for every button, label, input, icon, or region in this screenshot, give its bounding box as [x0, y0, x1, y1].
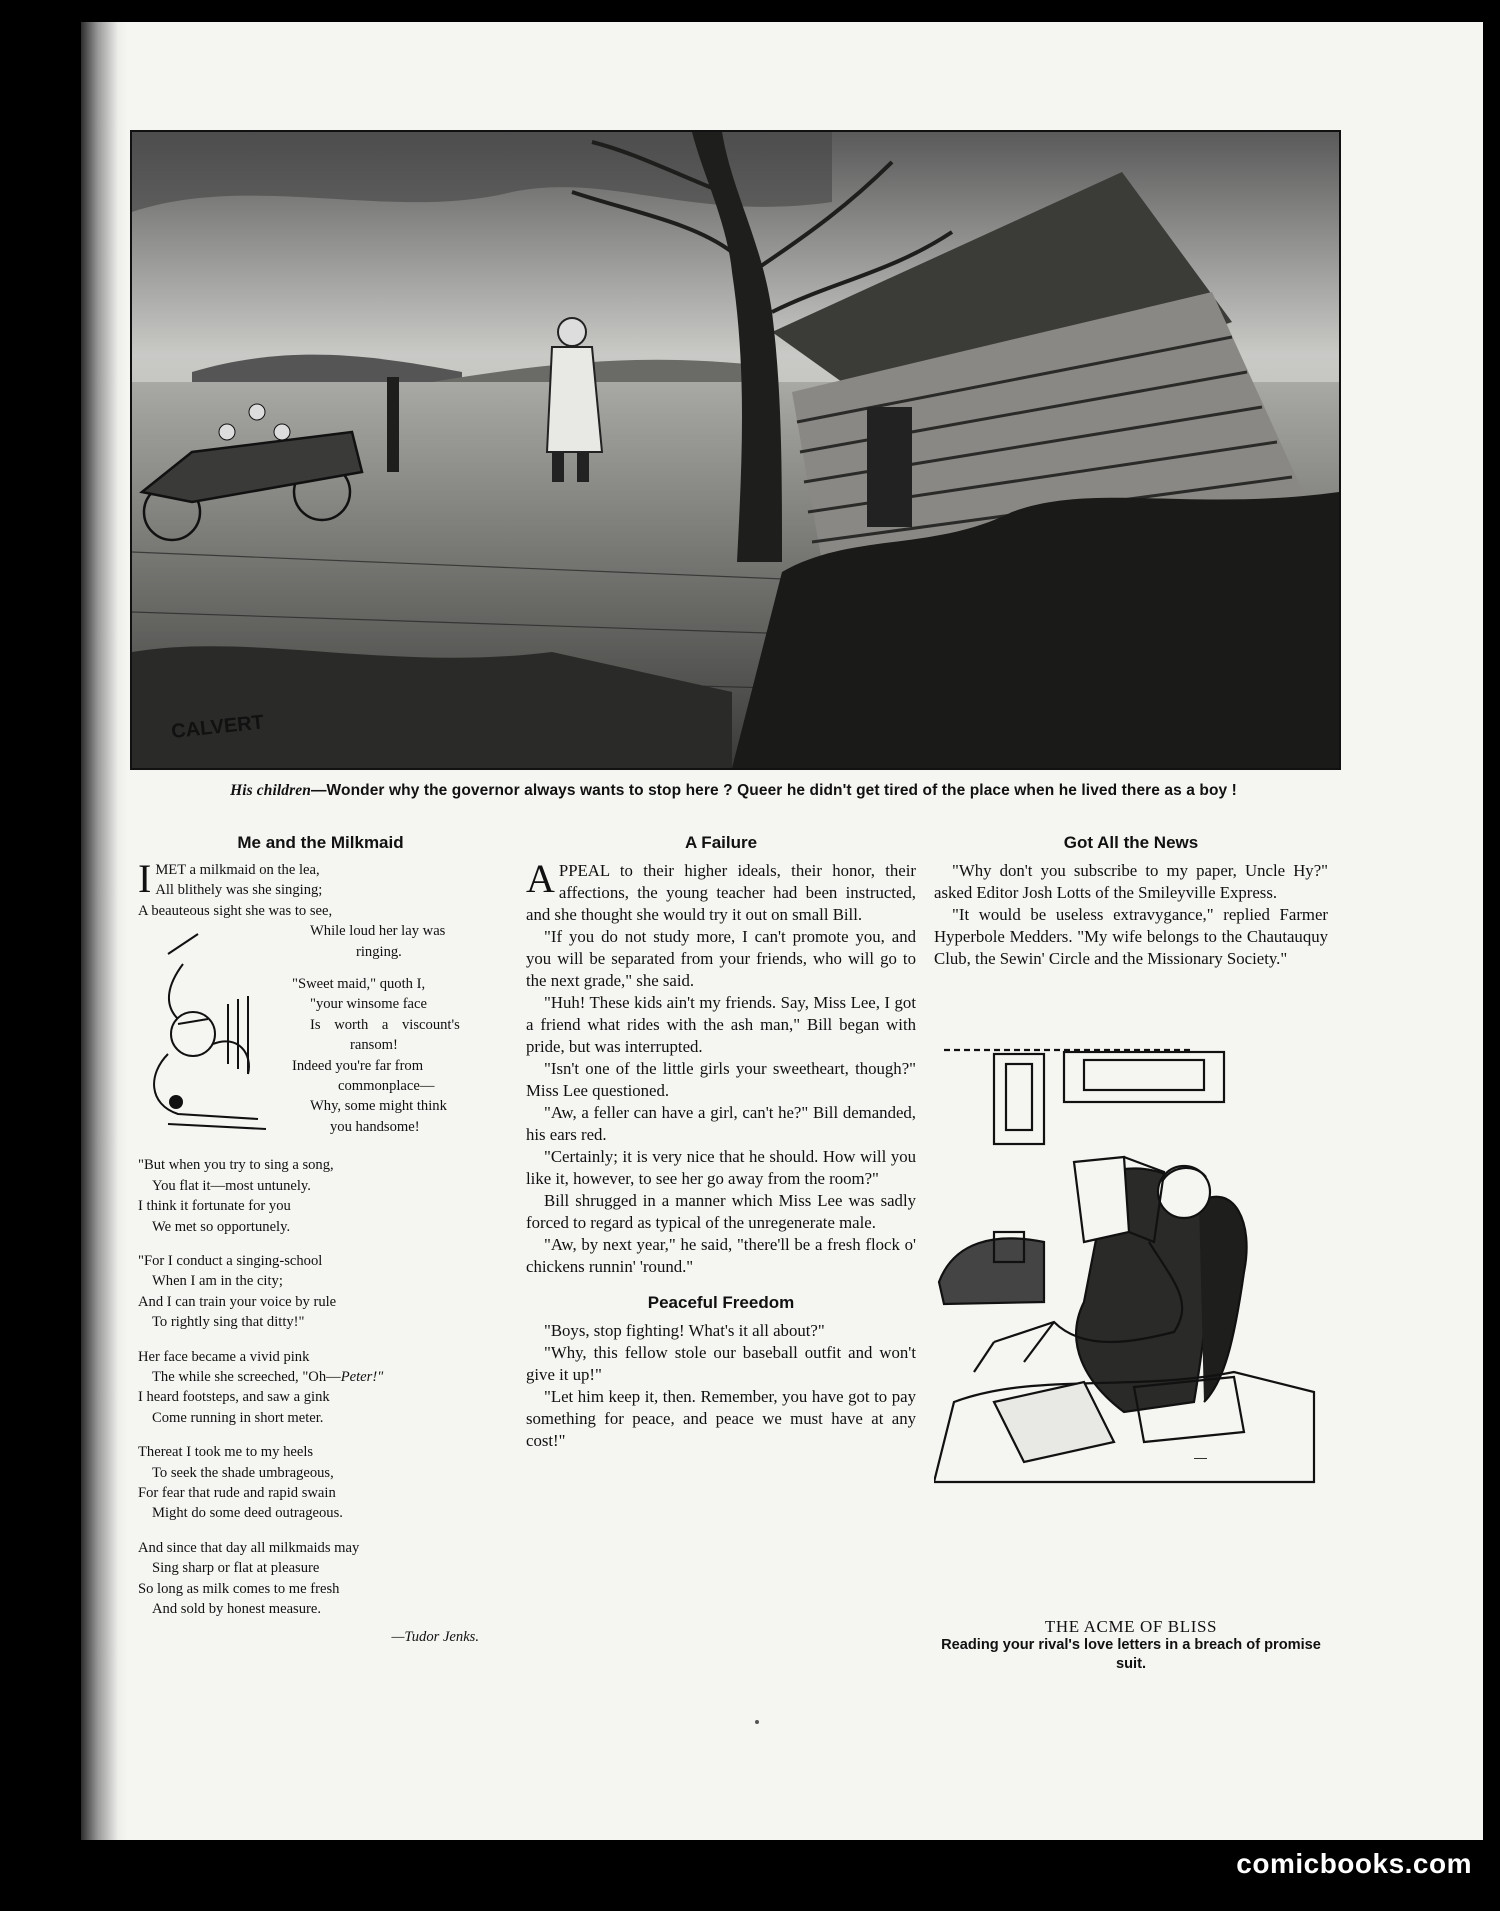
cartoon-title: THE ACME OF BLISS — [1044, 1617, 1218, 1636]
news-paragraph: "It would be useless extravygance," replied Farmer Hyperbole Medders. "My wife belongs to the Chautauquy Club, the Sewin' Circle and the Missionary Society." — [934, 905, 1328, 968]
failure-paragraph: "If you do not study more, I can't promote you, and you will be separated from your friends, who will go to the next grade," she said. — [526, 927, 916, 990]
poem-line: A beauteous sight she was to see, — [138, 902, 333, 919]
poem-line: you handsome! — [330, 1118, 420, 1135]
caption-speaker: His children — [230, 782, 311, 799]
poem-line: Indeed you're far from — [292, 1057, 424, 1074]
poem-line: And since that day all milkmaids may — [138, 1539, 360, 1556]
failure-dropcap: A — [526, 856, 555, 901]
poem-line: When I am in the city; — [152, 1273, 283, 1290]
poem-line: MET a milkmaid on the lea, — [155, 862, 320, 878]
failure-paragraph: Bill shrugged in a manner which Miss Lee was sadly forced to regard as typical of the unregenerate male. — [526, 1191, 916, 1232]
watermark: comicbooks.com — [1236, 1848, 1472, 1879]
freedom-title: Peaceful Freedom — [647, 1293, 795, 1312]
failure-paragraph: "Aw, by next year," he said, "there'll be a fresh flock o' chickens runnin' 'round." — [526, 1235, 916, 1276]
cartoon-signature: — — [1194, 1450, 1207, 1465]
cartoon-caption — [934, 1617, 1328, 1674]
poem-line: For fear that rude and rapid swain — [138, 1484, 336, 1501]
cabin-illustration — [130, 130, 1341, 770]
acme-of-bliss-cartoon — [934, 1042, 1328, 1502]
poem-line: "But when you try to sing a song, — [138, 1157, 334, 1174]
poem-title: Me and the Milkmaid — [237, 833, 404, 852]
poem-line: ransom! — [350, 1037, 398, 1054]
poem-line: Come running in short meter. — [152, 1409, 324, 1426]
poem-line: You flat it—most untunely. — [152, 1177, 311, 1194]
illustration-caption — [130, 782, 1337, 800]
failure-paragraph — [526, 856, 916, 926]
poem-body — [138, 856, 503, 1648]
poem-line: To seek the shade umbrageous, — [152, 1464, 334, 1481]
failure-paragraph: "Huh! These kids ain't my friends. Say, Miss Lee, I got a friend what rides with the ash man," Bill began with pride, but was interrupted. — [526, 993, 916, 1056]
cartoon-subtitle: Reading your rival's love letters in a breach of promise suit. — [941, 1637, 1321, 1672]
poem-line: ringing. — [356, 943, 402, 960]
poem-line — [138, 1367, 503, 1387]
artist-signature: CALVERT — [170, 711, 265, 743]
milkmaid-writer-sketch — [138, 924, 266, 1139]
poem-line: "Sweet maid," quoth I, — [292, 976, 426, 993]
poem-line: Why, some might think — [310, 1098, 447, 1115]
freedom-paragraph: "Let him keep it, then. Remember, you have got to pay something for peace, and peace we must have at any cost!" — [526, 1387, 916, 1450]
poem-line: And I can train your voice by rule — [138, 1293, 337, 1310]
page-gutter — [78, 22, 128, 1840]
poem-line: While loud her lay was — [310, 923, 446, 940]
poem-column — [138, 832, 503, 1648]
news-column — [934, 832, 1328, 1465]
poem-line: So long as milk comes to me fresh — [138, 1580, 340, 1597]
news-title: Got All the News — [1063, 833, 1199, 852]
cabin-illustration-art — [132, 132, 1339, 768]
failure-paragraph: "Isn't one of the little girls your sweetheart, though?" Miss Lee questioned. — [526, 1059, 916, 1100]
poem-line: All blithely was she singing; — [155, 882, 323, 899]
failure-paragraph-text: PPEAL to their higher ideals, their honor, their affections, the young teacher had been instructed, and she thought she would try it out on small Bill. — [526, 861, 916, 924]
freedom-paragraph: "Why, this fellow stole our baseball outfit and won't give it up!" — [526, 1343, 916, 1384]
failure-paragraph: "Certainly; it is very nice that he should. How will you like it, however, to see her go away from the room?" — [526, 1147, 916, 1188]
poem-author: —Tudor Jenks. — [391, 1629, 479, 1646]
poem-line: "For I conduct a singing-school — [138, 1252, 323, 1269]
poem-dropcap: I — [138, 856, 152, 901]
poem-line: Might do some deed outrageous. — [152, 1505, 343, 1522]
failure-column — [526, 832, 916, 1452]
freedom-paragraph: "Boys, stop fighting! What's it all about?" — [544, 1321, 825, 1340]
poem-line: I think it fortunate for you — [138, 1198, 291, 1215]
poem-line: Her face became a vivid pink — [138, 1348, 310, 1365]
poem-line-part: The while she screeched, "Oh— — [152, 1368, 341, 1385]
poem-line: Sing sharp or flat at pleasure — [152, 1560, 320, 1577]
news-paragraph: "Why don't you subscribe to my paper, Uncle Hy?" asked Editor Josh Lotts of the Smileyville Express. — [934, 861, 1328, 902]
poem-line: I heard footsteps, and saw a gink — [138, 1389, 330, 1406]
poem-line: commonplace— — [338, 1078, 435, 1095]
poem-line: "your winsome face — [310, 996, 427, 1013]
failure-title: A Failure — [684, 833, 758, 852]
poem-line: We met so opportunely. — [152, 1218, 291, 1235]
poem-line: Is worth a viscount's — [310, 1016, 460, 1033]
poem-line-emphasis: Peter!" — [340, 1368, 384, 1385]
poem-line: Thereat I took me to my heels — [138, 1444, 314, 1461]
caption-text: —Wonder why the governor always wants to stop here ? Queer he didn't get tired of the place when he lived there as a boy ! — [310, 782, 1237, 799]
print-speck — [755, 1720, 759, 1724]
poem-line: To rightly sing that ditty!" — [152, 1314, 305, 1331]
poem-line: And sold by honest measure. — [152, 1601, 322, 1617]
gutter-edge — [78, 22, 81, 1840]
failure-paragraph: "Aw, a feller can have a girl, can't he?" Bill demanded, his ears red. — [526, 1103, 916, 1144]
